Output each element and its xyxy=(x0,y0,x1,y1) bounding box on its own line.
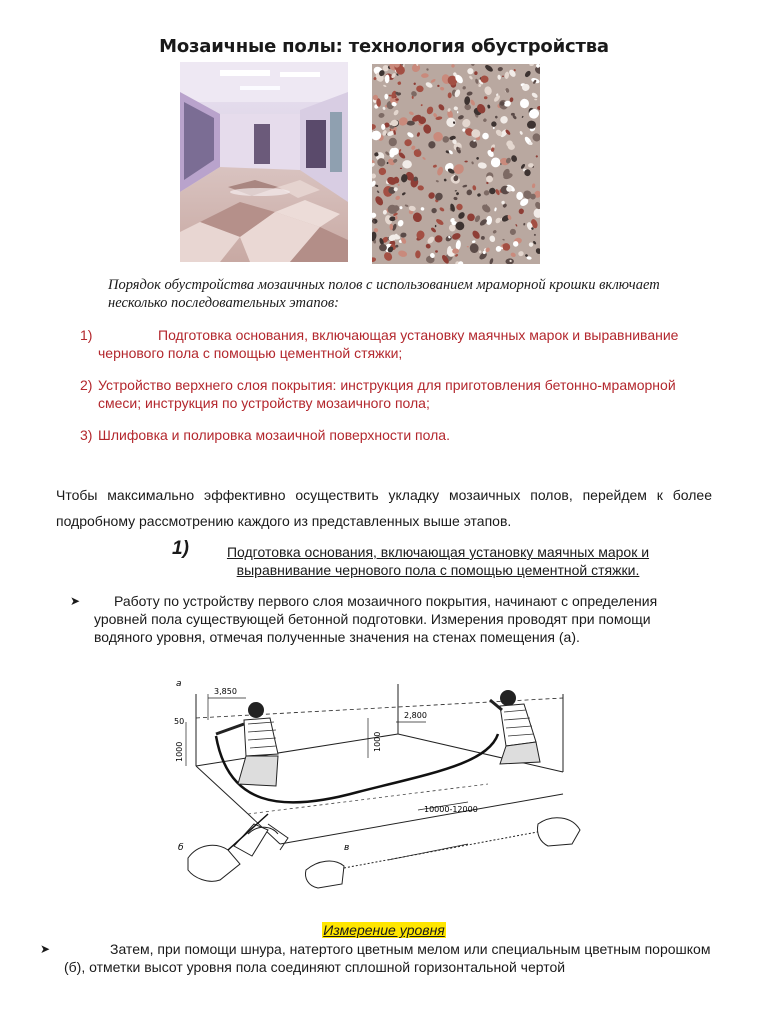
list-item xyxy=(80,326,700,366)
step-text: Подготовка основания, включающая установку маячных марок и выравнивание чернового пола с помощью цементной стяжки; xyxy=(98,327,679,361)
figure-label-v: в xyxy=(344,843,350,853)
arrow-bullet-icon: ➤ xyxy=(70,594,81,608)
level-measurement-figure xyxy=(168,674,586,904)
intro-text: Порядок обустройства мозаичных полов с использованием мраморной крошки включает несколько последовательных этапов: xyxy=(108,277,660,311)
step-number: 3) xyxy=(80,427,93,443)
step-text: Устройство верхнего слоя покрытия: инструкция для приготовления бетонно-мраморной смеси; инструкция по устройству мозаичного пола; xyxy=(98,377,676,411)
body-paragraph: Чтобы максимально эффективно осуществить укладку мозаичных полов, перейдем к более подробному рассмотрению каждого из представленных выше этапов. xyxy=(56,487,712,529)
step-number: 1) xyxy=(80,327,93,343)
hall-floor-photo xyxy=(180,62,348,262)
section-heading: Подготовка основания, включающая установку маячных марок и выравнивание чернового пола с помощью цементной стяжки. xyxy=(226,544,650,578)
dim-label: 2,800 xyxy=(404,711,427,720)
bullet-item xyxy=(70,592,710,668)
dim-label: 50 xyxy=(174,717,185,726)
figure-caption: Измерение уровня xyxy=(323,922,445,938)
dim-label: 10000-12000 xyxy=(424,805,478,814)
list-item xyxy=(80,426,700,446)
step-text: Шлифовка и полировка мозаичной поверхности пола. xyxy=(98,427,450,443)
worker-right xyxy=(490,690,540,764)
dim-label: 1000 xyxy=(175,741,184,762)
bullet-item xyxy=(40,940,720,980)
worker-left xyxy=(216,702,278,786)
terrazzo-texture-photo xyxy=(372,64,540,264)
list-item xyxy=(80,376,700,416)
section-number: 1) xyxy=(172,538,189,559)
figure-label-b: б xyxy=(178,843,184,853)
arrow-bullet-icon: ➤ xyxy=(40,942,51,956)
figure-label-a: а xyxy=(176,679,182,689)
dim-label: 3,850 xyxy=(214,687,237,696)
bullet-text: Работу по устройству первого слоя мозаичного покрытия, начинают с определения уровней пола существующей бетонной подготовки. Измерения проводят при помощи водяного уровня, отмечая полученные значения на стенах помещения (а). xyxy=(94,593,658,645)
dim-label: 1000 xyxy=(373,731,382,752)
page-title: Мозаичные полы: технология обустройства xyxy=(159,36,609,57)
bullet-text: Затем, при помощи шнура, натертого цветным мелом или специальным цветным порошком (б), отметки высот уровня пола соединяют сплошной горизонтальной чертой xyxy=(64,941,711,975)
step-number: 2) xyxy=(80,377,93,393)
hands-chalk-illustration xyxy=(188,814,288,881)
